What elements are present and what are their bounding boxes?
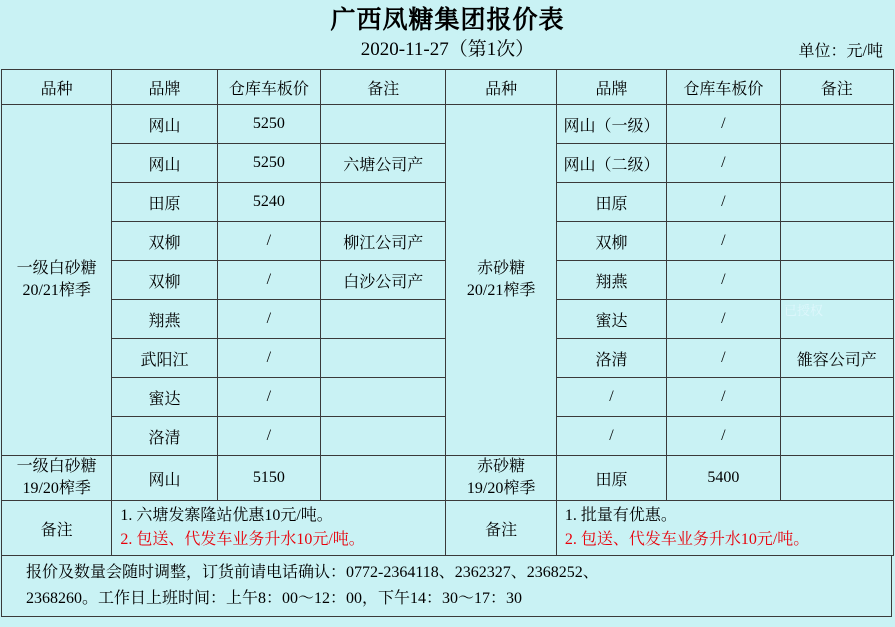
- brand-cell: 蜜达: [556, 300, 666, 339]
- price-cell: /: [667, 339, 780, 378]
- col-header-price-left: 仓库车板价: [217, 70, 320, 105]
- price-cell: /: [217, 339, 320, 378]
- remark-cell: [780, 261, 893, 300]
- variety-right-old-line1: 赤砂糖: [477, 458, 526, 475]
- table-header-row: [2, 70, 894, 105]
- price-cell: /: [217, 378, 320, 417]
- variety-right-line2: 20/21榨季: [466, 282, 536, 299]
- variety-right-old-line2: 19/20榨季: [466, 480, 536, 497]
- brand-cell: /: [556, 378, 666, 417]
- brand-cell: 田原: [556, 456, 666, 501]
- price-cell: /: [217, 417, 320, 456]
- remark-cell: [780, 417, 893, 456]
- remark-cell: [321, 417, 446, 456]
- brand-cell: 翔燕: [556, 261, 666, 300]
- notes-content-left: [112, 501, 446, 556]
- price-cell: /: [667, 144, 780, 183]
- footer-contact: [1, 556, 892, 617]
- remark-cell: 白沙公司产: [321, 261, 446, 300]
- price-cell: /: [667, 261, 780, 300]
- brand-cell: 田原: [556, 183, 666, 222]
- brand-cell: 洛清: [556, 339, 666, 378]
- col-header-variety-left: 品种: [2, 70, 112, 105]
- notes-content-right: [556, 501, 893, 556]
- price-cell: 5150: [217, 456, 320, 501]
- watermark: 已授权: [783, 303, 823, 318]
- col-header-brand-left: 品牌: [112, 70, 217, 105]
- note-line: 2. 包送、代发车业务升水10元/吨。: [564, 531, 810, 548]
- price-cell: 5250: [217, 105, 320, 144]
- col-header-remark-right: 备注: [780, 70, 893, 105]
- brand-cell: 蜜达: [112, 378, 217, 417]
- page-title: 广西凤糖集团报价表: [330, 7, 565, 34]
- price-cell: /: [217, 222, 320, 261]
- variety-left-line2: 20/21榨季: [22, 282, 91, 299]
- remark-cell: [780, 222, 893, 261]
- note-line: 1. 六塘发寨隆站优惠10元/吨。: [120, 507, 333, 524]
- unit-label: 单位：元/吨: [798, 43, 883, 60]
- brand-cell: 网山: [112, 105, 217, 144]
- old-season-row: [2, 456, 894, 501]
- price-cell: 5400: [667, 456, 780, 501]
- variety-right-line1: 赤砂糖: [477, 260, 526, 277]
- brand-cell: /: [556, 417, 666, 456]
- price-cell: /: [217, 300, 320, 339]
- footer-line-1: 报价及数量会随时调整，订货前请电话确认：0772-2364118、2362327、2368252、: [26, 564, 599, 581]
- page-subtitle: 2020-11-27（第1次）: [360, 39, 535, 60]
- remark-cell: [321, 105, 446, 144]
- notes-label-left: 备注: [2, 501, 112, 556]
- price-cell: /: [667, 183, 780, 222]
- remark-cell: [780, 183, 893, 222]
- price-cell: 5240: [217, 183, 320, 222]
- remark-cell: [321, 339, 446, 378]
- variety-cell-left-old: [2, 456, 112, 501]
- col-header-variety-right: 品种: [446, 70, 556, 105]
- col-header-remark-left: 备注: [321, 70, 446, 105]
- remark-cell: [321, 378, 446, 417]
- note-line: 1. 批量有优惠。: [564, 507, 677, 524]
- notes-row: [2, 501, 894, 556]
- remark-cell: [780, 144, 893, 183]
- remark-cell: [780, 456, 893, 501]
- brand-cell: 田原: [112, 183, 217, 222]
- price-cell: 5250: [217, 144, 320, 183]
- remark-cell: [321, 300, 446, 339]
- brand-cell: 双柳: [556, 222, 666, 261]
- brand-cell: 双柳: [112, 261, 217, 300]
- notes-label-right: 备注: [446, 501, 556, 556]
- col-header-brand-right: 品牌: [556, 70, 666, 105]
- price-table: [1, 69, 894, 556]
- price-cell: /: [217, 261, 320, 300]
- variety-left-old-line2: 19/20榨季: [22, 480, 91, 497]
- remark-cell: [780, 105, 893, 144]
- remark-cell: [321, 456, 446, 501]
- variety-cell-right: [446, 105, 556, 456]
- remark-cell: 六塘公司产: [321, 144, 446, 183]
- remark-cell: [321, 183, 446, 222]
- variety-cell-right-old: [446, 456, 556, 501]
- price-cell: /: [667, 417, 780, 456]
- remark-cell: 柳江公司产: [321, 222, 446, 261]
- price-cell: /: [667, 378, 780, 417]
- brand-cell: 网山（一级）: [556, 105, 666, 144]
- brand-cell: 武阳江: [112, 339, 217, 378]
- price-cell: /: [667, 222, 780, 261]
- brand-cell: 网山: [112, 456, 217, 501]
- remark-cell: [780, 378, 893, 417]
- variety-left-line1: 一级白砂糖: [16, 260, 97, 277]
- col-header-price-right: 仓库车板价: [667, 70, 780, 105]
- brand-cell: 网山: [112, 144, 217, 183]
- table-row: [2, 105, 894, 144]
- variety-left-old-line1: 一级白砂糖: [16, 458, 97, 475]
- brand-cell: 网山（二级）: [556, 144, 666, 183]
- price-cell: /: [667, 300, 780, 339]
- footer-line-2: 2368260。工作日上班时间：上午8：00～12：00，下午14：30～17：30: [26, 590, 523, 607]
- brand-cell: 双柳: [112, 222, 217, 261]
- brand-cell: 翔燕: [112, 300, 217, 339]
- note-line: 2. 包送、代发车业务升水10元/吨。: [120, 531, 365, 548]
- variety-cell-left: [2, 105, 112, 456]
- remark-cell: [780, 300, 893, 339]
- remark-cell: 雒容公司产: [780, 339, 893, 378]
- brand-cell: 洛清: [112, 417, 217, 456]
- price-cell: /: [667, 105, 780, 144]
